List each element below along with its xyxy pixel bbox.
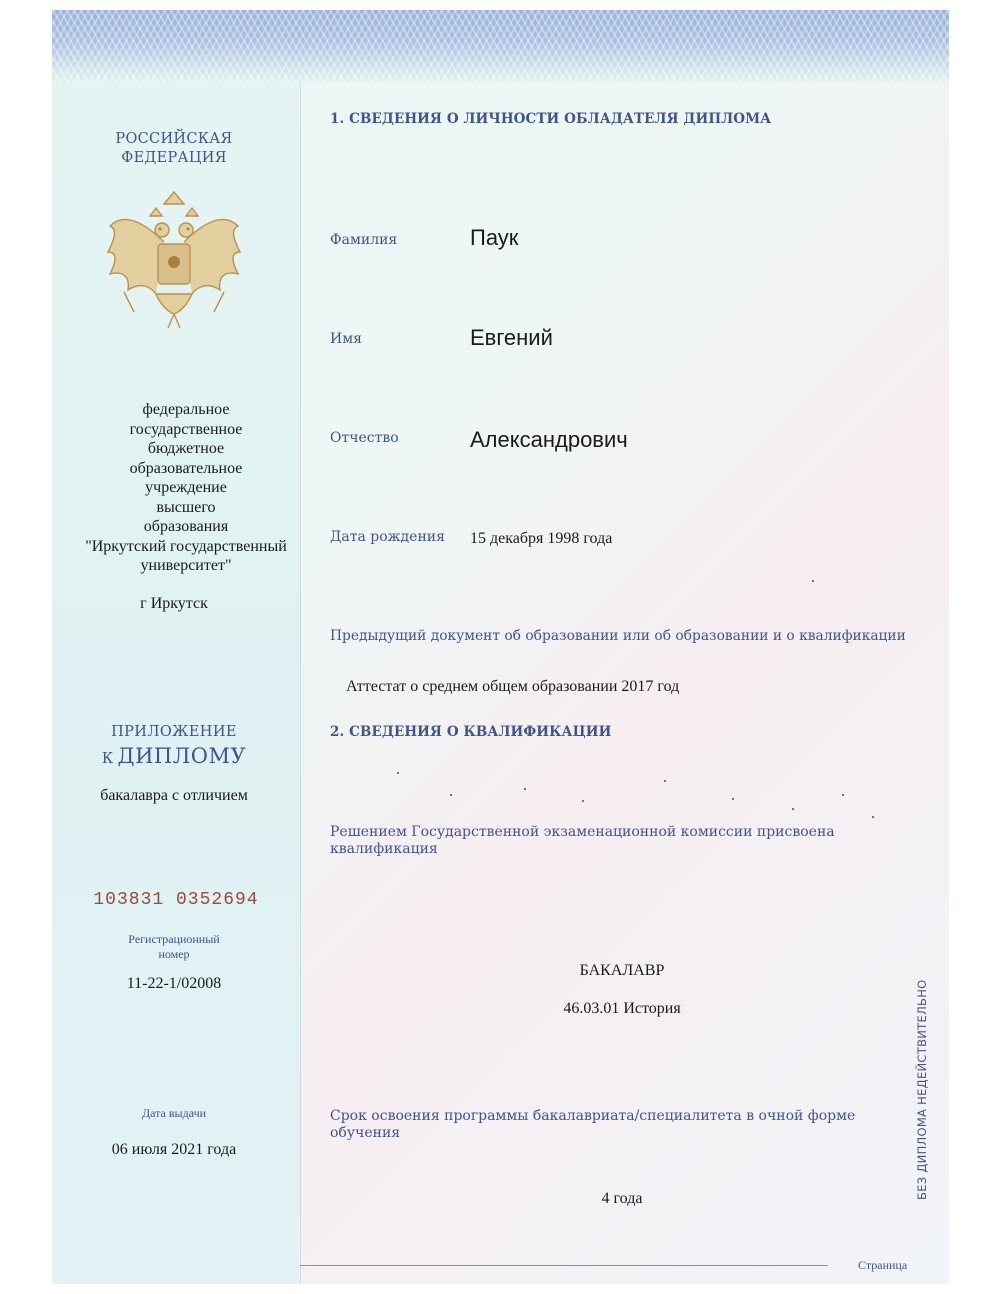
institution-line: учреждение bbox=[145, 479, 227, 496]
annex-diploma-line bbox=[80, 744, 268, 768]
institution-name bbox=[70, 400, 302, 576]
study-duration-value: 4 года bbox=[601, 1190, 643, 1207]
previous-document-value: Аттестат о среднем общем образовании 2017 год bbox=[346, 678, 680, 695]
annex-title: ПРИЛОЖЕНИЕ bbox=[111, 724, 237, 740]
scan-speck bbox=[872, 816, 874, 818]
institution-line: "Иркутский государственный bbox=[85, 537, 287, 555]
scan-speck bbox=[582, 800, 584, 802]
scan-speck bbox=[792, 808, 794, 810]
russian-coat-of-arms-icon bbox=[104, 182, 244, 332]
scan-speck bbox=[812, 580, 814, 582]
birth-date-label: Дата рождения bbox=[330, 529, 445, 545]
surname-label: Фамилия bbox=[330, 232, 398, 248]
diploma-annex-page bbox=[52, 10, 949, 1284]
scan-speck bbox=[524, 788, 526, 790]
birth-date-value: 15 декабря 1998 года bbox=[470, 530, 613, 547]
reg-label-line-2: номер bbox=[158, 947, 190, 961]
program-value: 46.03.01 История bbox=[563, 1000, 681, 1017]
scan-speck bbox=[397, 772, 399, 774]
previous-document-label: Предыдущий документ об образовании или об образовании и о квалификации bbox=[330, 628, 906, 644]
institution-line: бюджетное bbox=[147, 440, 225, 457]
guilloche-band bbox=[52, 10, 949, 82]
reg-number: 11-22-1/02008 bbox=[126, 975, 222, 992]
country-line-2: ФЕДЕРАЦИЯ bbox=[121, 150, 227, 166]
section-2-title: 2. СВЕДЕНИЯ О КВАЛИФИКАЦИИ bbox=[330, 724, 612, 740]
institution-line: образования bbox=[143, 518, 229, 535]
qualification-value: БАКАЛАВР bbox=[579, 962, 665, 979]
institution-line: высшего bbox=[156, 498, 216, 516]
name-label: Имя bbox=[330, 331, 362, 347]
degree-type: бакалавра с отличием bbox=[100, 787, 248, 804]
institution-line: государственное bbox=[129, 420, 243, 438]
reg-number-label bbox=[90, 932, 258, 962]
institution-line: образовательное bbox=[129, 459, 243, 477]
section-1-title: 1. СВЕДЕНИЯ О ЛИЧНОСТИ ОБЛАДАТЕЛЯ ДИПЛОМА bbox=[330, 111, 772, 127]
surname-value: Паук bbox=[470, 225, 519, 250]
name-value: Евгений bbox=[470, 325, 553, 350]
study-duration-label: Срок освоения программы бакалавриата/специалитета в очной форме обучения bbox=[330, 1108, 856, 1141]
reg-label-line-1: Регистрационный bbox=[128, 932, 220, 946]
scan-speck bbox=[664, 780, 666, 782]
scan-speck bbox=[732, 798, 734, 800]
issue-date: 06 июля 2021 года bbox=[111, 1141, 237, 1158]
validity-note: БЕЗ ДИПЛОМА НЕДЕЙСТВИТЕЛЬНО bbox=[915, 979, 929, 1200]
country-line-1: РОССИЙСКАЯ bbox=[115, 131, 233, 147]
annex-word: ДИПЛОМУ bbox=[117, 744, 247, 768]
patronymic-label: Отчество bbox=[330, 430, 399, 446]
scan-speck bbox=[450, 794, 452, 796]
annex-prefix: К bbox=[101, 751, 114, 767]
institution-line: федеральное bbox=[142, 401, 230, 418]
country-title bbox=[90, 130, 258, 168]
page-label: Страница bbox=[858, 1258, 908, 1272]
signature-line bbox=[300, 1265, 828, 1266]
scan-speck bbox=[842, 794, 844, 796]
issue-date-label: Дата выдачи bbox=[141, 1106, 207, 1120]
serial-number: 103831 0352694 bbox=[93, 890, 259, 910]
city: г Иркутск bbox=[140, 595, 208, 612]
qualification-decision-label: Решением Государственной экзаменационной комиссии присвоена квалификация bbox=[330, 824, 835, 857]
institution-line: университет" bbox=[140, 557, 232, 574]
patronymic-value: Александрович bbox=[470, 427, 628, 452]
